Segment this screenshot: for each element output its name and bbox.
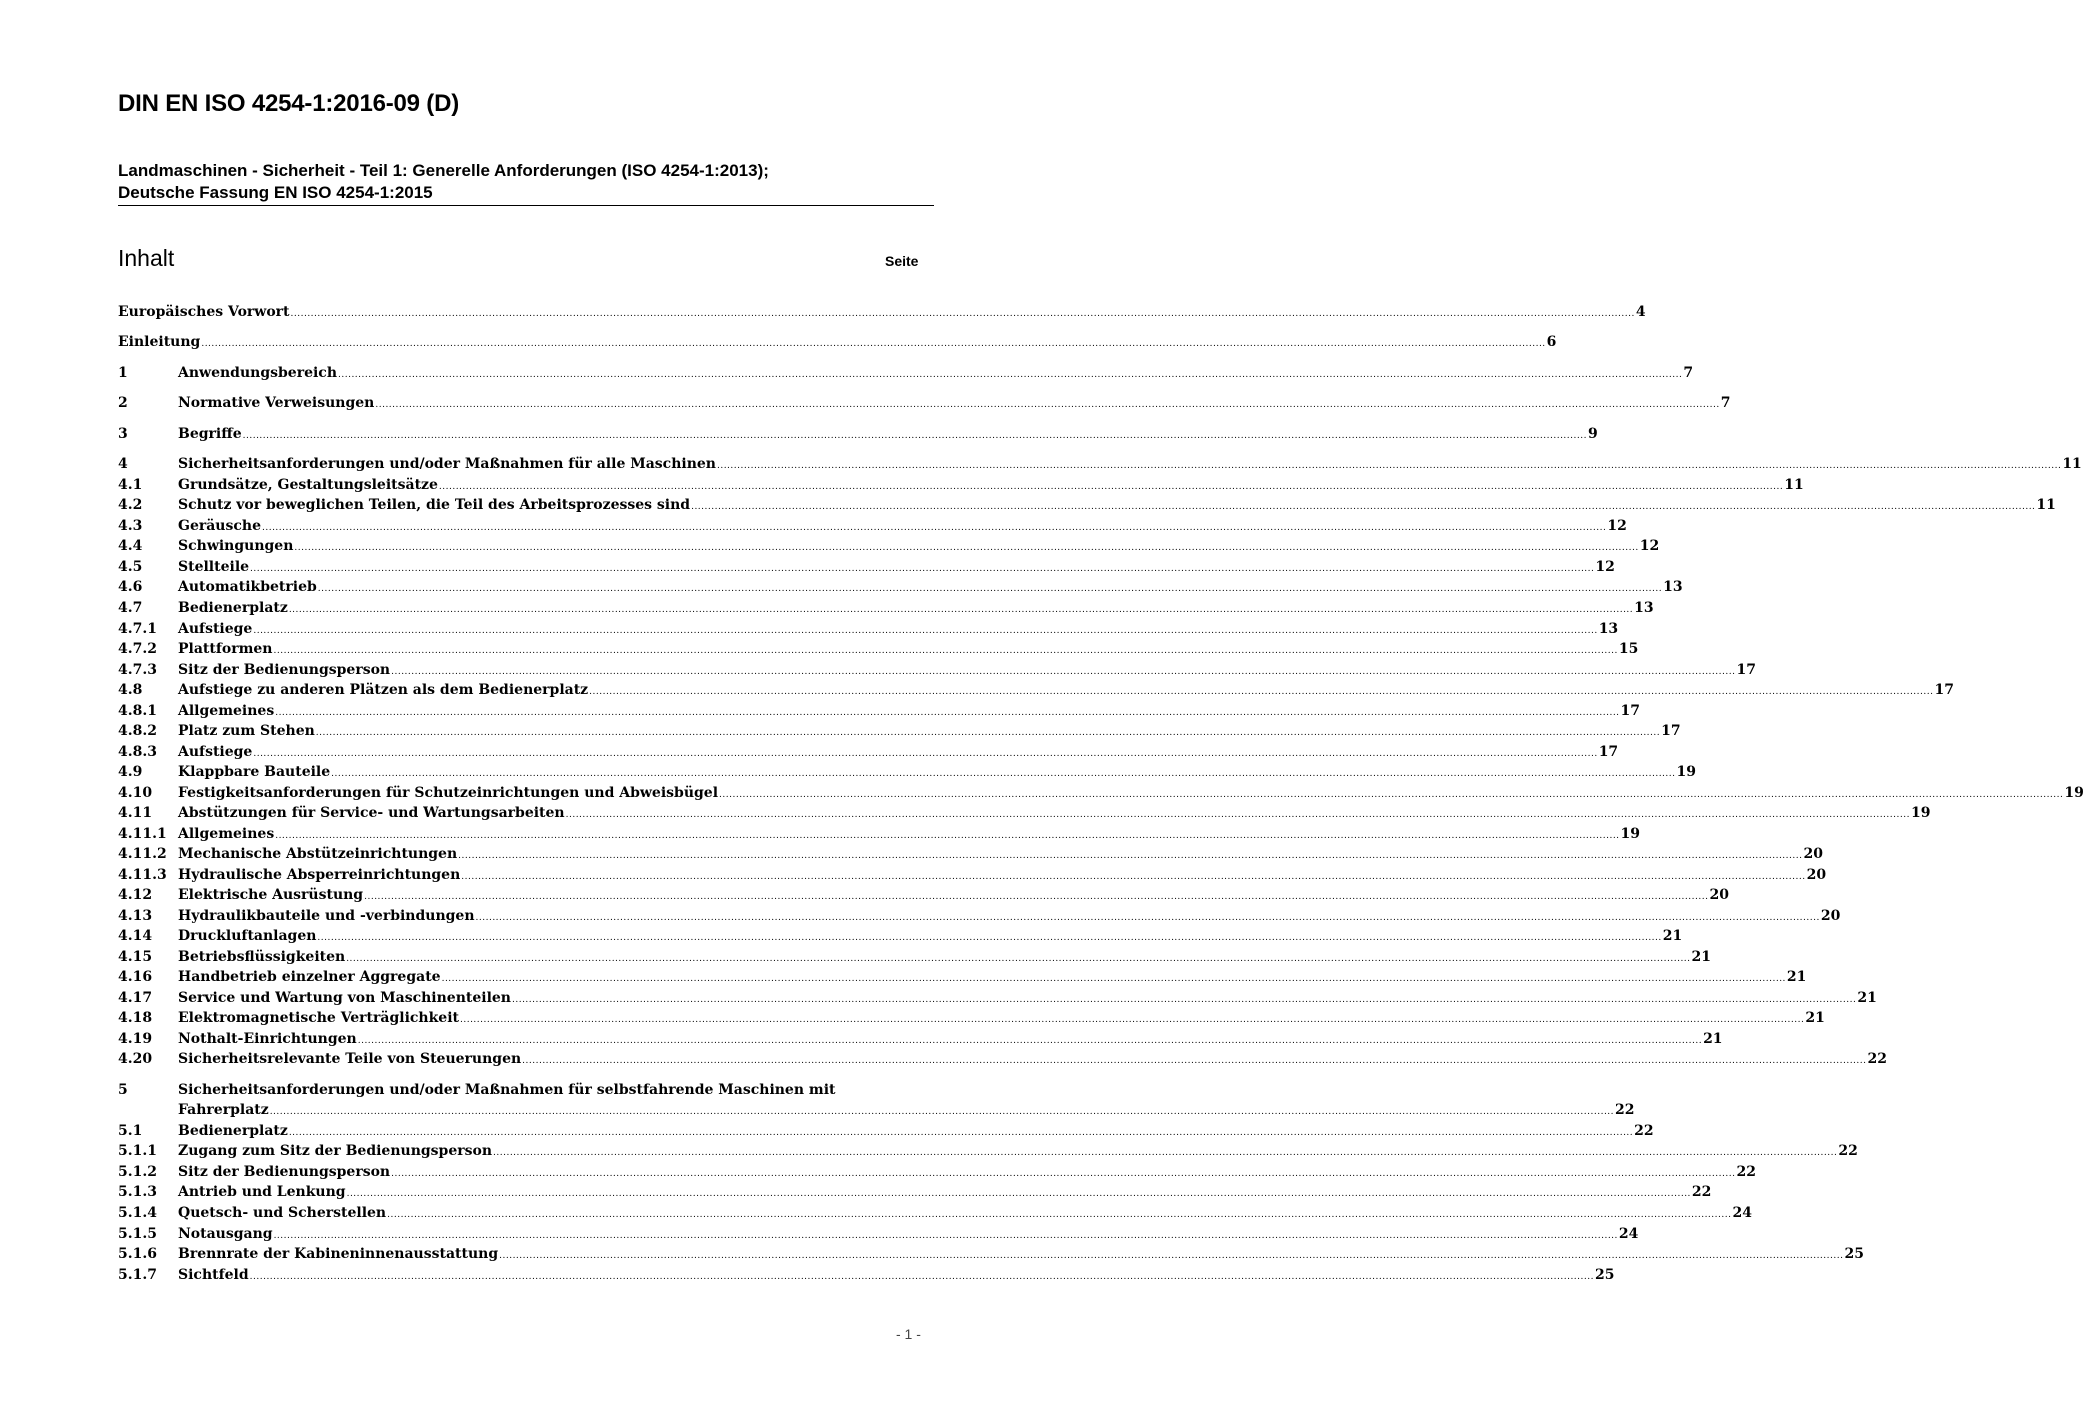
toc-leader-dots: ................................................................................................................................................................................................................................................................................................................................................................................................................: [338, 370, 1683, 380]
toc-entry-number: 4.1: [118, 477, 143, 493]
toc-entry-page: 4: [1635, 304, 1646, 320]
toc-entry[interactable]: [118, 1162, 1756, 1184]
toc-entry[interactable]: [118, 803, 1931, 825]
toc-entry[interactable]: [118, 926, 1683, 948]
toc-entry-page: 21: [1703, 1031, 1723, 1047]
subtitle-line-2: Deutsche Fassung EN ISO 4254-1:2015: [118, 183, 433, 202]
toc-leader-dots: ................................................................................................................................................................................................................................................................................................................................................................................................................: [242, 431, 1587, 441]
toc-entry-page: 17: [1661, 723, 1681, 739]
toc-entry-page: 22: [1615, 1102, 1635, 1118]
toc-entry[interactable]: [118, 475, 1804, 497]
toc-entry-page: 21: [1662, 928, 1683, 944]
toc-entry-number: 4.5: [118, 559, 143, 575]
toc-leader-dots: ................................................................................................................................................................................................................................................................................................................................................................................................................: [461, 872, 1806, 882]
toc-entry-title: Klappbare Bauteile: [178, 764, 331, 780]
toc-heading: Inhalt: [118, 245, 175, 271]
toc-entry[interactable]: [118, 516, 1627, 538]
toc-entry-number: 2: [118, 395, 128, 411]
toc-leader-dots: ................................................................................................................................................................................................................................................................................................................................................................................................................: [275, 708, 1620, 718]
toc-entry-page: 22: [1867, 1051, 1887, 1067]
toc-entry-title: Betriebsflüssigkeiten: [178, 949, 346, 965]
toc-leader-dots: ................................................................................................................................................................................................................................................................................................................................................................................................................: [275, 831, 1620, 841]
toc-leader-dots: ................................................................................................................................................................................................................................................................................................................................................................................................................: [441, 974, 1786, 984]
toc-entry-number: 4.6: [118, 579, 143, 595]
toc-entry-page: 19: [1676, 764, 1696, 780]
toc-entry-title: Grundsätze, Gestaltungsleitsätze: [178, 477, 438, 493]
toc-leader-dots: ................................................................................................................................................................................................................................................................................................................................................................................................................: [288, 1128, 1634, 1138]
toc-leader-dots: ................................................................................................................................................................................................................................................................................................................................................................................................................: [357, 1036, 1703, 1046]
toc-entry[interactable]: [118, 885, 1729, 907]
toc-entry-title: Einleitung: [118, 334, 201, 350]
toc-entry-title: Plattformen: [178, 641, 273, 657]
toc-entry-number: 4.18: [118, 1010, 153, 1026]
toc-entry[interactable]: [118, 1224, 1639, 1246]
toc-leader-dots: ................................................................................................................................................................................................................................................................................................................................................................................................................: [294, 543, 1639, 553]
toc-leader-dots: ................................................................................................................................................................................................................................................................................................................................................................................................................: [475, 913, 1820, 923]
toc-entry-title: Hydraulikbauteile und -verbindungen: [178, 908, 475, 924]
toc-entry-title: Festigkeitsanforderungen für Schutzeinrichtungen und Abweisbügel: [178, 785, 719, 801]
toc-entry-page: 21: [1691, 949, 1712, 965]
toc-entry-title: Druckluftanlagen: [178, 928, 317, 944]
toc-entry[interactable]: [118, 1203, 1752, 1225]
toc-entry-title: Schwingungen: [178, 538, 294, 554]
toc-entry[interactable]: [118, 1008, 1825, 1030]
toc-entry-page: 7: [1720, 395, 1731, 411]
toc-leader-dots: ................................................................................................................................................................................................................................................................................................................................................................................................................: [250, 564, 1595, 574]
toc-leader-dots: ................................................................................................................................................................................................................................................................................................................................................................................................................: [511, 995, 1857, 1005]
toc-entry-page: 20: [1803, 846, 1823, 862]
toc-entry[interactable]: [118, 1049, 1887, 1071]
toc-entry-page: 13: [1663, 579, 1683, 595]
toc-entry-title: Schutz vor beweglichen Teilen, die Teil des Arbeitsprozesses sind: [178, 497, 691, 513]
toc-leader-dots: ................................................................................................................................................................................................................................................................................................................................................................................................................: [387, 1210, 1732, 1220]
toc-leader-dots: ................................................................................................................................................................................................................................................................................................................................................................................................................: [201, 339, 1546, 349]
toc-entry-number: 4.9: [118, 764, 143, 780]
toc-entry-title: Normative Verweisungen: [178, 395, 375, 411]
toc-entry-title: Sitz der Bedienungsperson: [178, 1164, 391, 1180]
toc-leader-dots: ................................................................................................................................................................................................................................................................................................................................................................................................................: [719, 790, 2064, 800]
toc-leader-dots: ................................................................................................................................................................................................................................................................................................................................................................................................................: [317, 584, 1663, 594]
toc-entry-number: 4.16: [118, 969, 153, 985]
toc-entry-title: Geräusche: [178, 518, 261, 534]
toc-leader-dots: ................................................................................................................................................................................................................................................................................................................................................................................................................: [317, 933, 1662, 943]
toc-entry-number: 5: [118, 1082, 128, 1098]
toc-leader-dots: ................................................................................................................................................................................................................................................................................................................................................................................................................: [315, 728, 1661, 738]
toc-entry-number: 4: [118, 456, 128, 472]
toc-entry[interactable]: [118, 721, 1681, 743]
toc-leader-dots: ................................................................................................................................................................................................................................................................................................................................................................................................................: [290, 309, 1635, 319]
toc-entry-number: 5.1: [118, 1123, 143, 1139]
toc-entry-title: Stellteile: [178, 559, 250, 575]
toc-entry-page: 20: [1806, 867, 1827, 883]
toc-leader-dots: ................................................................................................................................................................................................................................................................................................................................................................................................................: [438, 482, 1784, 492]
document-subtitle: [118, 160, 934, 204]
toc-leader-dots: ................................................................................................................................................................................................................................................................................................................................................................................................................: [589, 687, 1934, 697]
toc-entry-page: 13: [1634, 600, 1654, 616]
toc-leader-dots: ................................................................................................................................................................................................................................................................................................................................................................................................................: [261, 523, 1607, 533]
toc-leader-dots: ................................................................................................................................................................................................................................................................................................................................................................................................................: [346, 954, 1691, 964]
toc-entry-page: 6: [1546, 334, 1557, 350]
toc-entry[interactable]: [118, 619, 1619, 641]
toc-entry-title: Aufstiege zu anderen Plätzen als dem Bedienerplatz: [178, 682, 589, 698]
toc-entry-number: 4.4: [118, 538, 143, 554]
toc-entry[interactable]: [118, 824, 1641, 846]
toc-entry[interactable]: [118, 1029, 1723, 1051]
toc-entry-number: 4.14: [118, 928, 153, 944]
toc-entry[interactable]: [118, 783, 2084, 805]
toc-entry-page: 12: [1639, 538, 1660, 554]
toc-entry-page: 21: [1805, 1010, 1825, 1026]
toc-entry-title: Sicherheitsanforderungen und/oder Maßnahmen für alle Maschinen: [178, 456, 716, 472]
toc-entry-title: Europäisches Vorwort: [118, 304, 290, 320]
toc-leader-dots: ................................................................................................................................................................................................................................................................................................................................................................................................................: [391, 667, 1736, 677]
toc-entry-title: Sitz der Bedienungsperson: [178, 662, 391, 678]
page-number: - 1 -: [896, 1326, 921, 1342]
toc-entry[interactable]: [118, 988, 1877, 1010]
toc-entry-title: Automatikbetrieb: [178, 579, 317, 595]
toc-entry-page: 15: [1618, 641, 1639, 657]
toc-entry-title: Quetsch- und Scherstellen: [178, 1205, 387, 1221]
toc-entry[interactable]: [118, 865, 1827, 887]
toc-leader-dots: ................................................................................................................................................................................................................................................................................................................................................................................................................: [391, 1169, 1736, 1179]
toc-entry-number: 5.1.5: [118, 1226, 157, 1242]
toc-leader-dots: ................................................................................................................................................................................................................................................................................................................................................................................................................: [458, 851, 1803, 861]
toc-entry-title: Sichtfeld: [178, 1267, 249, 1283]
toc-leader-dots: ................................................................................................................................................................................................................................................................................................................................................................................................................: [331, 769, 1676, 779]
toc-entry-title-continued: Fahrerplatz: [178, 1102, 269, 1118]
toc-entry-page: 22: [1691, 1184, 1712, 1200]
toc-leader-dots: ................................................................................................................................................................................................................................................................................................................................................................................................................: [273, 646, 1618, 656]
toc-entry-number: 4.3: [118, 518, 143, 534]
toc-entry-number: 5.1.2: [118, 1164, 157, 1180]
toc-entry-number: 3: [118, 426, 128, 442]
toc-leader-dots: ................................................................................................................................................................................................................................................................................................................................................................................................................: [459, 1015, 1805, 1025]
toc-leader-dots: ................................................................................................................................................................................................................................................................................................................................................................................................................: [691, 502, 2036, 512]
toc-entry-page: 12: [1595, 559, 1615, 575]
toc-entry[interactable]: [118, 302, 1646, 324]
toc-entry-title: Notausgang: [178, 1226, 273, 1242]
toc-entry-title: Handbetrieb einzelner Aggregate: [178, 969, 441, 985]
toc-entry[interactable]: [118, 454, 2082, 476]
toc-entry-page: 22: [1838, 1143, 1858, 1159]
toc-entry-number: 4.8.3: [118, 744, 157, 760]
toc-entry-page: 11: [2062, 456, 2082, 472]
toc-entry-title: Bedienerplatz: [178, 600, 288, 616]
toc-entry[interactable]: [118, 1141, 1858, 1163]
toc-entry[interactable]: [118, 742, 1619, 764]
toc-entry-page: 25: [1844, 1246, 1864, 1262]
toc-leader-dots: ................................................................................................................................................................................................................................................................................................................................................................................................................: [493, 1148, 1838, 1158]
toc-entry-number: 4.10: [118, 785, 153, 801]
toc-entry-number: 4.20: [118, 1051, 153, 1067]
toc-entry[interactable]: [118, 495, 2056, 517]
toc-entry-title: Anwendungsbereich: [178, 365, 337, 381]
toc-leader-dots: ................................................................................................................................................................................................................................................................................................................................................................................................................: [346, 1189, 1691, 1199]
toc-entry-title: Service und Wartung von Maschinenteilen: [178, 990, 511, 1006]
toc-entry[interactable]: [118, 332, 1557, 354]
toc-entry-title: Sicherheitsanforderungen und/oder Maßnahmen für selbstfahrende Maschinen mit: [178, 1082, 836, 1098]
toc-entry-page: 17: [1934, 682, 1954, 698]
toc-entry[interactable]: [118, 363, 1694, 385]
toc-entry[interactable]: [118, 639, 1639, 661]
toc-entry-title: Zugang zum Sitz der Bedienungsperson: [178, 1143, 493, 1159]
toc-entry-title: Aufstiege: [178, 744, 253, 760]
toc-leader-dots: ................................................................................................................................................................................................................................................................................................................................................................................................................: [253, 626, 1598, 636]
toc-entry-title: Brennrate der Kabineninnenausstattung: [178, 1246, 499, 1262]
toc-entry-page: 19: [2064, 785, 2084, 801]
title-divider: [118, 205, 934, 206]
toc-entry-page: 20: [1709, 887, 1729, 903]
toc-entry-title: Elektrische Ausrüstung: [178, 887, 364, 903]
toc-entry-number: 4.15: [118, 949, 153, 965]
toc-entry[interactable]: [118, 1244, 1864, 1266]
toc-entry-number: 4.11.1: [118, 826, 167, 842]
toc-entry[interactable]: [118, 393, 1731, 415]
toc-entry-number: 4.19: [118, 1031, 153, 1047]
toc-entry[interactable]: [118, 680, 1954, 702]
toc-entry[interactable]: [118, 947, 1712, 969]
toc-entry[interactable]: [118, 1182, 1712, 1204]
toc-entry-number: 4.17: [118, 990, 153, 1006]
toc-entry-page: 24: [1732, 1205, 1752, 1221]
document-title: DIN EN ISO 4254-1:2016-09 (D): [118, 90, 460, 117]
toc-entry[interactable]: [118, 844, 1823, 866]
toc-entry-number: 4.7.2: [118, 641, 157, 657]
toc-entry-continuation[interactable]: [178, 1100, 1635, 1122]
toc-entry-title: Aufstiege: [178, 621, 253, 637]
toc-entry-number: 4.7: [118, 600, 143, 616]
toc-entry-title: Elektromagnetische Verträglichkeit: [178, 1010, 459, 1026]
toc-entry-page: 9: [1587, 426, 1598, 442]
toc-entry-number: 5.1.3: [118, 1184, 157, 1200]
toc-entry[interactable]: [118, 906, 1841, 928]
toc-entry-page: 21: [1857, 990, 1877, 1006]
toc-entry[interactable]: [118, 701, 1641, 723]
toc-entry-page: 24: [1618, 1226, 1639, 1242]
toc-entry-number: 4.11.3: [118, 867, 167, 883]
toc-entry-title: Platz zum Stehen: [178, 723, 315, 739]
toc-entry-number: 5.1.4: [118, 1205, 157, 1221]
toc-leader-dots: ................................................................................................................................................................................................................................................................................................................................................................................................................: [249, 1272, 1594, 1282]
toc-entry-number: 4.11.2: [118, 846, 167, 862]
toc-entry[interactable]: [118, 1121, 1654, 1143]
subtitle-line-1: Landmaschinen - Sicherheit - Teil 1: Generelle Anforderungen (ISO 4254-1:2013);: [118, 161, 769, 180]
toc-entry-number: 4.8: [118, 682, 143, 698]
toc-entry-page: 17: [1598, 744, 1619, 760]
toc-entry-number: 4.7.3: [118, 662, 157, 678]
toc-entry[interactable]: [118, 536, 1660, 558]
toc-entry-title: Bedienerplatz: [178, 1123, 288, 1139]
toc-entry-title: Nothalt-Einrichtungen: [178, 1031, 357, 1047]
toc-entry-page: 17: [1736, 662, 1756, 678]
toc-leader-dots: ................................................................................................................................................................................................................................................................................................................................................................................................................: [269, 1107, 1615, 1117]
toc-entry-number: 1: [118, 365, 128, 381]
toc-entry[interactable]: [118, 557, 1615, 579]
toc-entry-number: 4.12: [118, 887, 153, 903]
toc-entry-page: 13: [1598, 621, 1619, 637]
toc-entry-page: 7: [1683, 365, 1694, 381]
toc-entry-page: 12: [1607, 518, 1627, 534]
toc-entry-page: 11: [2036, 497, 2056, 513]
toc-leader-dots: ................................................................................................................................................................................................................................................................................................................................................................................................................: [375, 400, 1720, 410]
toc-entry-page: 17: [1620, 703, 1641, 719]
toc-entry-number: 4.7.1: [118, 621, 157, 637]
toc-entry-page: 21: [1786, 969, 1807, 985]
toc-entry-title: Sicherheitsrelevante Teile von Steuerungen: [178, 1051, 522, 1067]
toc-leader-dots: ................................................................................................................................................................................................................................................................................................................................................................................................................: [288, 605, 1634, 615]
toc-leader-dots: ................................................................................................................................................................................................................................................................................................................................................................................................................: [522, 1056, 1867, 1066]
toc-entry[interactable]: [118, 1080, 930, 1100]
toc-entry[interactable]: [118, 424, 1598, 446]
toc-entry-number: 5.1.6: [118, 1246, 157, 1262]
toc-entry-page: 22: [1634, 1123, 1654, 1139]
toc-entry-number: 5.1.1: [118, 1143, 157, 1159]
toc-entry-number: 4.8.2: [118, 723, 157, 739]
toc-entry[interactable]: [118, 598, 1654, 620]
toc-entry[interactable]: [118, 577, 1683, 599]
toc-leader-dots: ................................................................................................................................................................................................................................................................................................................................................................................................................: [565, 810, 1910, 820]
toc-entry-number: 4.8.1: [118, 703, 157, 719]
toc-entry-page: 19: [1910, 805, 1931, 821]
toc-entry-title: Allgemeines: [178, 703, 275, 719]
toc-leader-dots: ................................................................................................................................................................................................................................................................................................................................................................................................................: [499, 1251, 1844, 1261]
toc-entry[interactable]: [118, 967, 1807, 989]
toc-leader-dots: ................................................................................................................................................................................................................................................................................................................................................................................................................: [273, 1231, 1618, 1241]
toc-entry-title: Allgemeines: [178, 826, 275, 842]
toc-page-column-label: Seite: [885, 253, 919, 269]
toc-entry-title: Antrieb und Lenkung: [178, 1184, 346, 1200]
toc-entry-page: 19: [1620, 826, 1641, 842]
toc-leader-dots: ................................................................................................................................................................................................................................................................................................................................................................................................................: [253, 749, 1598, 759]
toc-entry[interactable]: [118, 660, 1756, 682]
toc-entry-page: 11: [1784, 477, 1804, 493]
toc-entry-number: 4.2: [118, 497, 143, 513]
toc-entry-number: 5.1.7: [118, 1267, 157, 1283]
toc-entry-number: 4.11: [118, 805, 153, 821]
toc-entry[interactable]: [118, 762, 1696, 784]
toc-entry-title: Mechanische Abstützeinrichtungen: [178, 846, 458, 862]
toc-entry[interactable]: [118, 1265, 1615, 1287]
toc-entry-title: Abstützungen für Service- und Wartungsarbeiten: [178, 805, 565, 821]
toc-entry-title: Hydraulische Absperreinrichtungen: [178, 867, 461, 883]
toc-leader-dots: ................................................................................................................................................................................................................................................................................................................................................................................................................: [716, 461, 2062, 471]
toc-entry-page: 22: [1736, 1164, 1756, 1180]
toc-entry-title: Begriffe: [178, 426, 242, 442]
toc-entry-page: 25: [1594, 1267, 1615, 1283]
toc-entry-page: 20: [1820, 908, 1841, 924]
toc-entry-number: 4.13: [118, 908, 153, 924]
toc-leader-dots: ................................................................................................................................................................................................................................................................................................................................................................................................................: [364, 892, 1709, 902]
